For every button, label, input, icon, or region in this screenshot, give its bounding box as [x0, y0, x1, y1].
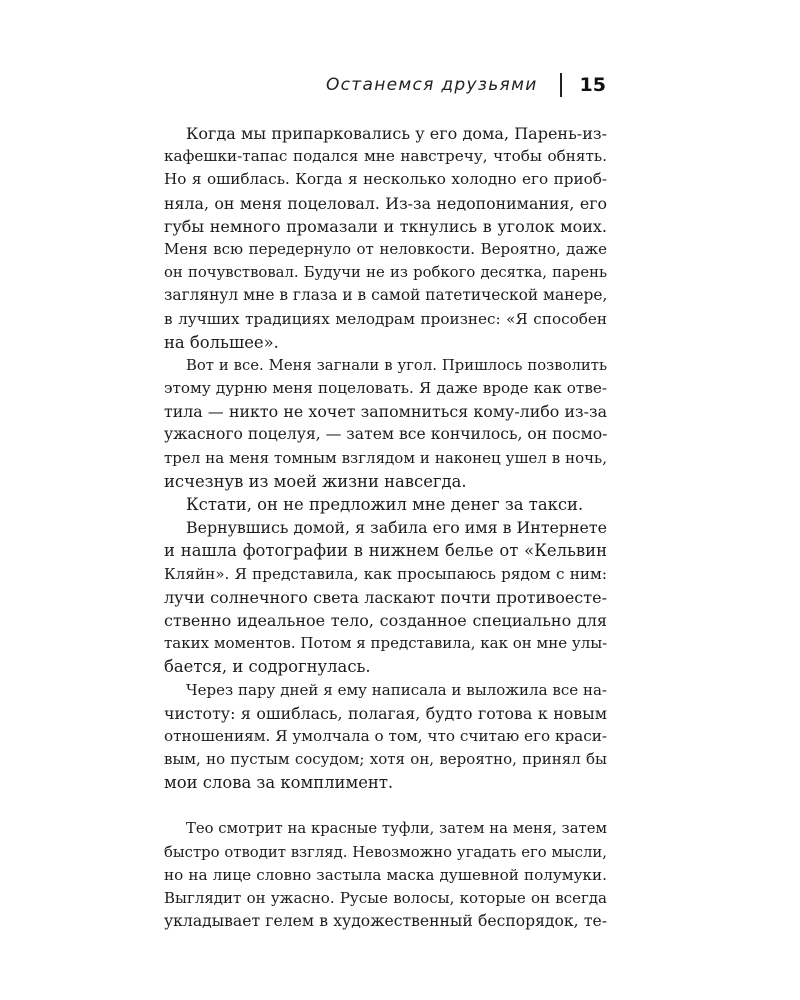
text-line: Кляйн». Я представила, как просыпаюсь рядом с ним:	[164, 564, 607, 583]
text-line: чистоту: я ошиблась, полагая, будто готова к новым	[164, 703, 607, 723]
text-line: таких моментов. Потом я представила, как он мне улы-	[164, 634, 608, 653]
text-line: заглянул мне в глаза и в самой патетической манере,	[164, 286, 608, 305]
text-line: укладывает гелем в художественный беспорядок, те-	[164, 912, 607, 931]
text-line: трел на меня томным взглядом и наконец ушел в ночь,	[164, 448, 607, 467]
text-line: ужасного поцелуя, — затем все кончилось, он посмо-	[164, 425, 608, 444]
text-line: на большее».	[164, 332, 279, 352]
text-line: быстро отводит взгляд. Невозможно угадать его мысли,	[164, 843, 607, 861]
text-section-1	[164, 122, 607, 794]
text-line: этому дурню меня поцеловать. Я даже вроде как отве-	[164, 379, 607, 398]
text-line: бается, и содрогнулась.	[164, 657, 371, 677]
running-title: Останемся друзьями	[325, 75, 538, 95]
text-line: и нашла фотографии в нижнем белье от «Кельвин	[164, 541, 607, 561]
text-line: губы немного промазали и ткнулись в уголок моих.	[164, 216, 607, 236]
text-line: ственно идеальное тело, созданное специально для	[164, 610, 607, 630]
text-section-2	[164, 817, 607, 933]
text-line: вым, но пустым сосудом; хотя он, вероятно, принял бы	[164, 750, 607, 769]
body-text	[164, 122, 607, 933]
text-line: тила — никто не хочет запомниться кому-либо из-за	[164, 402, 607, 422]
text-line: Но я ошиблась. Когда я несколько холодно его приоб-	[164, 170, 607, 189]
page-number: 15	[579, 74, 606, 96]
text-line: Когда мы припарковались у его дома, Парень-из-	[186, 124, 607, 143]
text-line: кафешки-тапас подался мне навстречу, чтобы обнять.	[164, 147, 607, 166]
text-line: лучи солнечного света ласкают почти противоесте-	[164, 587, 607, 607]
text-line: Вернувшись домой, я забила его имя в Интернете	[186, 518, 607, 538]
text-line: Выглядит он ужасно. Русые волосы, которые он всегда	[164, 889, 607, 907]
text-line: Через пару дней я ему написала и выложила все на-	[186, 680, 607, 699]
text-line: Вот и все. Меня загнали в угол. Пришлось позволить	[186, 356, 607, 374]
text-line: мои слова за комплимент.	[164, 773, 394, 793]
text-line: Меня всю передернуло от неловкости. Вероятно, даже	[164, 239, 607, 258]
section-break	[164, 794, 607, 817]
text-line: он почувствовал. Будучи не из робкого десятка, парень	[164, 264, 607, 282]
text-line: но на лице словно застыла маска душевной полумуки.	[164, 865, 607, 884]
text-line: исчезнув из моей жизни навсегда.	[164, 471, 467, 491]
header-divider	[560, 73, 562, 97]
running-header	[326, 70, 606, 100]
text-line: отношениям. Я умолчала о том, что считаю его краси-	[164, 726, 607, 745]
text-line: в лучших традициях мелодрам произнес: «Я способен	[164, 309, 607, 328]
text-line: Кстати, он не предложил мне денег за такси.	[186, 495, 584, 514]
text-line: няла, он меня поцеловал. Из-за недопонимания, его	[164, 193, 607, 213]
text-line: Тео смотрит на красные туфли, затем на меня, затем	[186, 820, 607, 838]
